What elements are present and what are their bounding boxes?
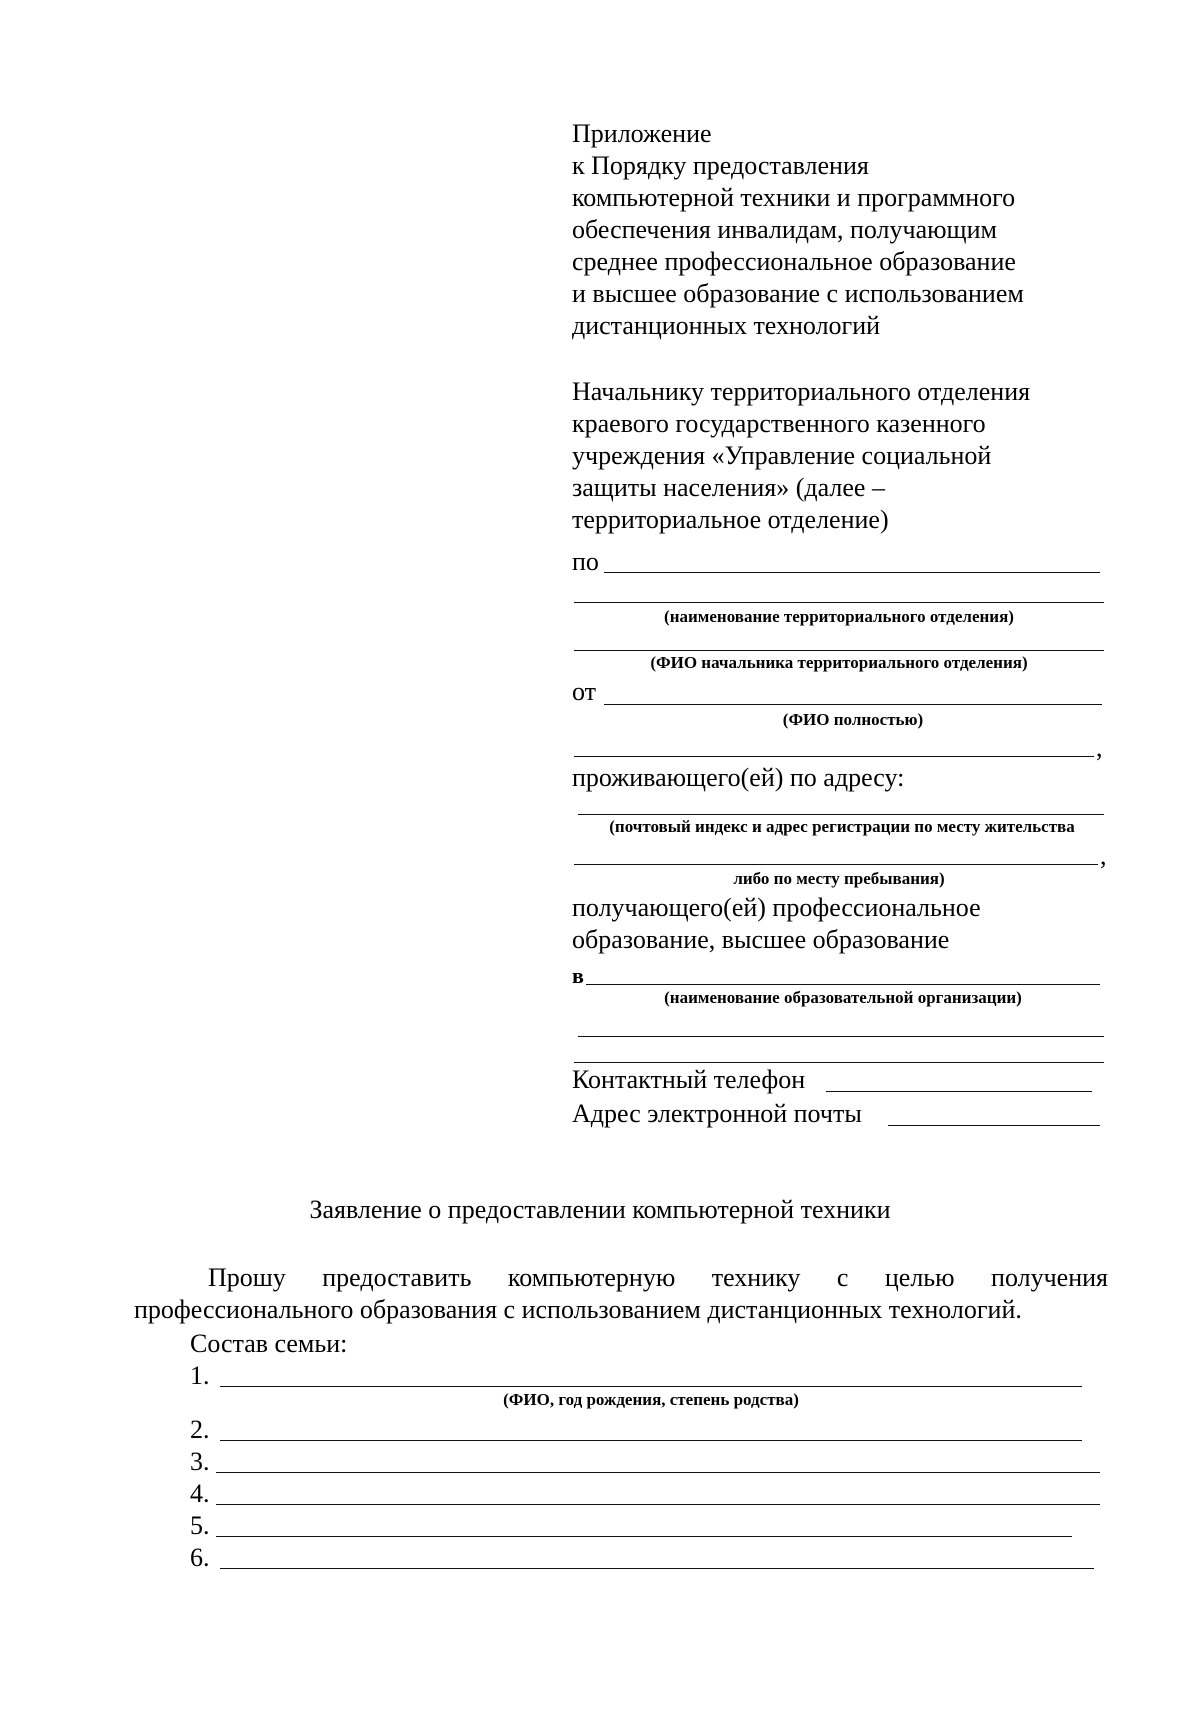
applicant-fio-line-2[interactable] [574,756,1094,757]
chief-name-caption: (ФИО начальника территориального отделения) [650,653,1028,672]
applicant-fio-caption: (ФИО полностью) [782,710,924,729]
phone-blank-line[interactable] [826,1091,1092,1092]
ot-label: от [572,677,597,706]
family-member-line-4[interactable] [216,1504,1100,1505]
addressee-line: защиты населения» (далее – [572,473,885,502]
email-label: Адрес электронной почты [572,1099,862,1128]
territorial-name-line[interactable] [574,602,1104,603]
family-label: Состав семьи: [190,1329,348,1358]
addressee-line: учреждения «Управление социальной [572,441,992,470]
residing-label: проживающего(ей) по адресу: [572,763,905,792]
family-number: 3. [190,1447,210,1476]
receiving-line: получающего(ей) профессиональное [572,893,981,922]
applicant-fio-line[interactable] [604,704,1102,705]
po-blank-line[interactable] [604,572,1100,573]
organization-line-2[interactable] [578,1036,1104,1037]
family-number: 4. [190,1479,210,1508]
addressee-line: Начальнику территориального отделения [572,377,1031,406]
family-member-line-3[interactable] [216,1472,1100,1473]
family-member-line-1[interactable] [220,1386,1082,1387]
family-caption: (ФИО, год рождения, степень родства) [503,1390,799,1409]
appendix-title: Приложение [572,119,712,148]
appendix-line: и высшее образование с использованием [572,279,1024,308]
address-line[interactable] [578,814,1104,815]
family-member-line-2[interactable] [220,1440,1082,1441]
appendix-line: обеспечения инвалидам, получающим [572,215,997,244]
appendix-line: среднее профессиональное образование [572,247,1016,276]
statement-paragraph-line2: профессионального образования с использованием дистанционных технологий. [134,1295,1022,1324]
statement-paragraph-line1: Прошу предоставить компьютерную технику с целью получения [208,1263,1108,1292]
addressee-line: краевого государственного казенного [572,409,986,438]
email-blank-line[interactable] [888,1125,1100,1126]
family-member-line-6[interactable] [220,1568,1094,1569]
receiving-line: образование, высшее образование [572,925,950,954]
chief-name-line[interactable] [574,650,1104,651]
organization-line-3[interactable] [574,1062,1104,1063]
family-number: 2. [190,1415,210,1444]
po-label: по [572,547,599,576]
family-member-line-5[interactable] [216,1536,1072,1537]
address-stay-caption: либо по месту пребывания) [733,869,945,888]
addressee-line: территориальное отделение) [572,505,889,534]
organization-line[interactable] [586,984,1100,985]
family-number: 1. [190,1361,210,1390]
family-number: 6. [190,1543,210,1572]
v-label: в [572,963,584,988]
appendix-line: компьютерной техники и программного [572,183,1016,212]
comma: , [1096,733,1103,762]
territorial-name-caption: (наименование территориального отделения) [664,607,1014,626]
appendix-line: дистанционных технологий [572,311,881,340]
comma: , [1100,841,1107,870]
appendix-line: к Порядку предоставления [572,151,869,180]
family-number: 5. [190,1511,210,1540]
phone-label: Контактный телефон [572,1065,806,1094]
statement-title: Заявление о предоставлении компьютерной техники [309,1195,891,1224]
organization-caption: (наименование образовательной организации) [664,988,1022,1007]
address-caption: (почтовый индекс и адрес регистрации по месту жительства [609,817,1075,836]
address-line-2[interactable] [574,864,1098,865]
